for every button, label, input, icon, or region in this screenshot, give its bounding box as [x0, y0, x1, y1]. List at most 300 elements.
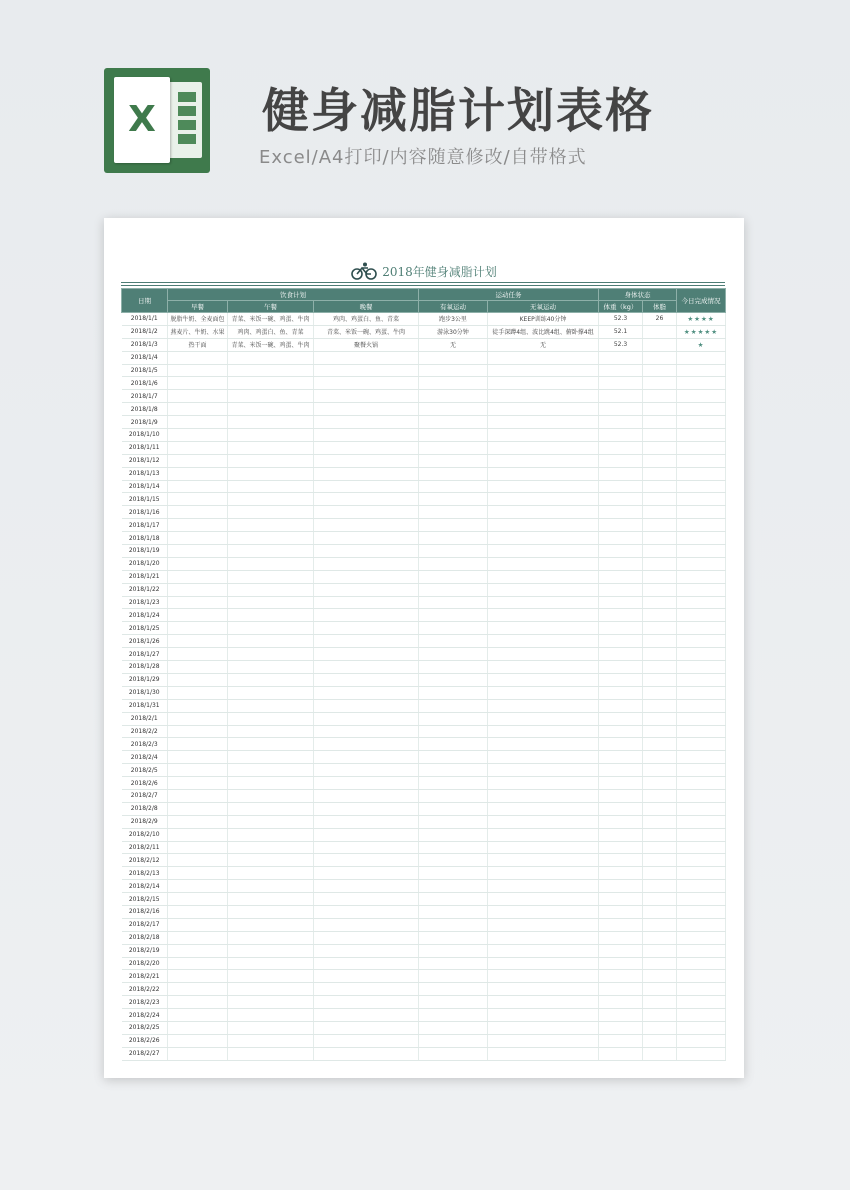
cell-body-fat[interactable]: [643, 828, 677, 841]
cell-anaerobic[interactable]: [488, 441, 599, 454]
cell-breakfast[interactable]: [168, 905, 228, 918]
cell-weight[interactable]: [599, 905, 643, 918]
cell-date[interactable]: 2018/2/27: [122, 1047, 168, 1060]
cell-lunch[interactable]: [228, 996, 314, 1009]
cell-weight[interactable]: [599, 480, 643, 493]
cell-date[interactable]: 2018/2/7: [122, 789, 168, 802]
cell-aerobic[interactable]: [419, 867, 488, 880]
cell-body-fat[interactable]: [643, 403, 677, 416]
cell-body-fat[interactable]: [643, 673, 677, 686]
cell-completion[interactable]: [677, 416, 726, 429]
cell-aerobic[interactable]: [419, 699, 488, 712]
cell-dinner[interactable]: [314, 828, 419, 841]
cell-body-fat[interactable]: [643, 596, 677, 609]
cell-anaerobic[interactable]: [488, 1047, 599, 1060]
cell-weight[interactable]: [599, 493, 643, 506]
cell-completion[interactable]: [677, 789, 726, 802]
cell-breakfast[interactable]: [168, 725, 228, 738]
cell-breakfast[interactable]: [168, 751, 228, 764]
cell-lunch[interactable]: [228, 351, 314, 364]
cell-dinner[interactable]: [314, 1047, 419, 1060]
cell-date[interactable]: 2018/2/1: [122, 712, 168, 725]
cell-dinner[interactable]: [314, 867, 419, 880]
cell-date[interactable]: 2018/2/9: [122, 815, 168, 828]
cell-weight[interactable]: [599, 777, 643, 790]
cell-dinner[interactable]: 鸡肉、鸡蛋白、鱼、青菜: [314, 313, 419, 326]
cell-lunch[interactable]: [228, 441, 314, 454]
cell-lunch[interactable]: 青菜、米饭一碗、鸡蛋、牛肉: [228, 313, 314, 326]
cell-body-fat[interactable]: [643, 519, 677, 532]
cell-completion[interactable]: [677, 893, 726, 906]
cell-breakfast[interactable]: [168, 467, 228, 480]
cell-date[interactable]: 2018/1/2: [122, 325, 168, 338]
cell-completion[interactable]: [677, 583, 726, 596]
cell-breakfast[interactable]: [168, 545, 228, 558]
cell-aerobic[interactable]: [419, 764, 488, 777]
cell-date[interactable]: 2018/2/8: [122, 802, 168, 815]
cell-breakfast[interactable]: [168, 583, 228, 596]
cell-weight[interactable]: [599, 467, 643, 480]
cell-completion[interactable]: [677, 828, 726, 841]
cell-body-fat[interactable]: [643, 867, 677, 880]
cell-lunch[interactable]: [228, 403, 314, 416]
cell-breakfast[interactable]: [168, 351, 228, 364]
cell-lunch[interactable]: [228, 493, 314, 506]
cell-weight[interactable]: [599, 441, 643, 454]
cell-breakfast[interactable]: [168, 390, 228, 403]
cell-breakfast[interactable]: [168, 403, 228, 416]
cell-lunch[interactable]: 鸡肉、鸡蛋白、鱼、青菜: [228, 325, 314, 338]
cell-lunch[interactable]: [228, 854, 314, 867]
cell-body-fat[interactable]: [643, 983, 677, 996]
cell-dinner[interactable]: [314, 622, 419, 635]
cell-body-fat[interactable]: [643, 841, 677, 854]
cell-lunch[interactable]: [228, 1021, 314, 1034]
cell-lunch[interactable]: 青菜、米饭一碗、鸡蛋、牛肉: [228, 338, 314, 351]
cell-completion[interactable]: [677, 622, 726, 635]
cell-completion[interactable]: [677, 777, 726, 790]
cell-lunch[interactable]: [228, 377, 314, 390]
cell-weight[interactable]: [599, 557, 643, 570]
cell-anaerobic[interactable]: [488, 996, 599, 1009]
cell-dinner[interactable]: [314, 1021, 419, 1034]
cell-body-fat[interactable]: [643, 635, 677, 648]
cell-lunch[interactable]: [228, 970, 314, 983]
cell-completion[interactable]: ★★★★: [677, 313, 726, 326]
cell-dinner[interactable]: [314, 351, 419, 364]
cell-anaerobic[interactable]: [488, 364, 599, 377]
cell-dinner[interactable]: [314, 944, 419, 957]
cell-body-fat[interactable]: [643, 390, 677, 403]
cell-anaerobic[interactable]: KEEP训练40分钟: [488, 313, 599, 326]
cell-weight[interactable]: [599, 583, 643, 596]
cell-body-fat[interactable]: [643, 777, 677, 790]
cell-dinner[interactable]: [314, 583, 419, 596]
cell-body-fat[interactable]: [643, 931, 677, 944]
cell-breakfast[interactable]: [168, 970, 228, 983]
cell-date[interactable]: 2018/2/22: [122, 983, 168, 996]
cell-completion[interactable]: [677, 944, 726, 957]
cell-lunch[interactable]: [228, 789, 314, 802]
cell-completion[interactable]: [677, 1034, 726, 1047]
cell-lunch[interactable]: [228, 557, 314, 570]
cell-date[interactable]: 2018/2/19: [122, 944, 168, 957]
cell-completion[interactable]: [677, 519, 726, 532]
cell-lunch[interactable]: [228, 661, 314, 674]
cell-completion[interactable]: [677, 970, 726, 983]
cell-anaerobic[interactable]: [488, 467, 599, 480]
cell-anaerobic[interactable]: [488, 802, 599, 815]
cell-weight[interactable]: [599, 725, 643, 738]
cell-date[interactable]: 2018/2/4: [122, 751, 168, 764]
cell-breakfast[interactable]: 脱脂牛奶、全麦面包: [168, 313, 228, 326]
cell-completion[interactable]: [677, 506, 726, 519]
cell-breakfast[interactable]: [168, 596, 228, 609]
cell-lunch[interactable]: [228, 712, 314, 725]
cell-breakfast[interactable]: [168, 661, 228, 674]
cell-completion[interactable]: [677, 673, 726, 686]
cell-body-fat[interactable]: [643, 377, 677, 390]
cell-weight[interactable]: 52.3: [599, 338, 643, 351]
cell-dinner[interactable]: [314, 893, 419, 906]
cell-anaerobic[interactable]: [488, 764, 599, 777]
cell-completion[interactable]: [677, 1047, 726, 1060]
cell-dinner[interactable]: [314, 751, 419, 764]
cell-body-fat[interactable]: [643, 712, 677, 725]
cell-breakfast[interactable]: [168, 931, 228, 944]
cell-aerobic[interactable]: [419, 622, 488, 635]
cell-aerobic[interactable]: [419, 1047, 488, 1060]
cell-dinner[interactable]: [314, 712, 419, 725]
cell-aerobic[interactable]: [419, 751, 488, 764]
cell-dinner[interactable]: [314, 725, 419, 738]
cell-breakfast[interactable]: [168, 1021, 228, 1034]
cell-completion[interactable]: [677, 815, 726, 828]
cell-date[interactable]: 2018/1/30: [122, 686, 168, 699]
cell-breakfast[interactable]: [168, 686, 228, 699]
cell-dinner[interactable]: [314, 673, 419, 686]
cell-anaerobic[interactable]: [488, 777, 599, 790]
cell-dinner[interactable]: [314, 403, 419, 416]
cell-date[interactable]: 2018/1/28: [122, 661, 168, 674]
cell-date[interactable]: 2018/1/21: [122, 570, 168, 583]
cell-aerobic[interactable]: 游泳30分钟: [419, 325, 488, 338]
cell-weight[interactable]: [599, 661, 643, 674]
cell-date[interactable]: 2018/1/4: [122, 351, 168, 364]
cell-body-fat[interactable]: [643, 1047, 677, 1060]
cell-breakfast[interactable]: [168, 841, 228, 854]
cell-body-fat[interactable]: [643, 699, 677, 712]
cell-aerobic[interactable]: [419, 931, 488, 944]
cell-lunch[interactable]: [228, 532, 314, 545]
cell-body-fat[interactable]: [643, 1034, 677, 1047]
cell-date[interactable]: 2018/2/17: [122, 918, 168, 931]
cell-completion[interactable]: [677, 983, 726, 996]
cell-dinner[interactable]: 青菜、米饭一碗、鸡蛋、牛肉: [314, 325, 419, 338]
cell-weight[interactable]: [599, 983, 643, 996]
cell-aerobic[interactable]: [419, 944, 488, 957]
cell-aerobic[interactable]: [419, 493, 488, 506]
cell-date[interactable]: 2018/2/20: [122, 957, 168, 970]
cell-weight[interactable]: [599, 390, 643, 403]
cell-lunch[interactable]: [228, 738, 314, 751]
cell-lunch[interactable]: [228, 802, 314, 815]
cell-breakfast[interactable]: [168, 854, 228, 867]
cell-body-fat[interactable]: [643, 493, 677, 506]
cell-lunch[interactable]: [228, 570, 314, 583]
cell-body-fat[interactable]: [643, 661, 677, 674]
cell-weight[interactable]: [599, 648, 643, 661]
cell-date[interactable]: 2018/1/16: [122, 506, 168, 519]
cell-breakfast[interactable]: [168, 622, 228, 635]
cell-dinner[interactable]: [314, 815, 419, 828]
cell-date[interactable]: 2018/2/5: [122, 764, 168, 777]
cell-dinner[interactable]: [314, 635, 419, 648]
cell-aerobic[interactable]: [419, 854, 488, 867]
cell-anaerobic[interactable]: [488, 673, 599, 686]
cell-aerobic[interactable]: [419, 583, 488, 596]
cell-anaerobic[interactable]: [488, 944, 599, 957]
cell-body-fat[interactable]: [643, 905, 677, 918]
cell-completion[interactable]: [677, 532, 726, 545]
cell-body-fat[interactable]: [643, 893, 677, 906]
cell-lunch[interactable]: [228, 635, 314, 648]
cell-body-fat[interactable]: [643, 583, 677, 596]
cell-body-fat[interactable]: [643, 454, 677, 467]
cell-completion[interactable]: [677, 441, 726, 454]
cell-body-fat[interactable]: [643, 441, 677, 454]
cell-anaerobic[interactable]: [488, 648, 599, 661]
cell-breakfast[interactable]: [168, 416, 228, 429]
cell-anaerobic[interactable]: [488, 351, 599, 364]
cell-weight[interactable]: [599, 532, 643, 545]
cell-anaerobic[interactable]: [488, 983, 599, 996]
cell-lunch[interactable]: [228, 467, 314, 480]
cell-date[interactable]: 2018/1/22: [122, 583, 168, 596]
cell-aerobic[interactable]: [419, 390, 488, 403]
cell-weight[interactable]: [599, 931, 643, 944]
cell-dinner[interactable]: [314, 957, 419, 970]
cell-date[interactable]: 2018/1/20: [122, 557, 168, 570]
cell-aerobic[interactable]: [419, 918, 488, 931]
cell-breakfast[interactable]: [168, 1009, 228, 1022]
cell-aerobic[interactable]: [419, 661, 488, 674]
cell-completion[interactable]: [677, 454, 726, 467]
cell-lunch[interactable]: [228, 828, 314, 841]
cell-breakfast[interactable]: [168, 764, 228, 777]
cell-anaerobic[interactable]: [488, 622, 599, 635]
cell-date[interactable]: 2018/1/18: [122, 532, 168, 545]
cell-dinner[interactable]: [314, 570, 419, 583]
cell-breakfast[interactable]: [168, 635, 228, 648]
cell-aerobic[interactable]: [419, 429, 488, 442]
cell-date[interactable]: 2018/1/25: [122, 622, 168, 635]
cell-lunch[interactable]: [228, 519, 314, 532]
cell-aerobic[interactable]: [419, 880, 488, 893]
cell-lunch[interactable]: [228, 1047, 314, 1060]
cell-date[interactable]: 2018/1/17: [122, 519, 168, 532]
cell-anaerobic[interactable]: [488, 609, 599, 622]
cell-date[interactable]: 2018/1/12: [122, 454, 168, 467]
cell-aerobic[interactable]: [419, 777, 488, 790]
cell-body-fat[interactable]: [643, 351, 677, 364]
cell-weight[interactable]: [599, 596, 643, 609]
cell-date[interactable]: 2018/1/10: [122, 429, 168, 442]
cell-date[interactable]: 2018/1/14: [122, 480, 168, 493]
cell-completion[interactable]: [677, 738, 726, 751]
cell-weight[interactable]: [599, 416, 643, 429]
cell-completion[interactable]: [677, 429, 726, 442]
cell-lunch[interactable]: [228, 867, 314, 880]
cell-anaerobic[interactable]: [488, 454, 599, 467]
cell-aerobic[interactable]: [419, 648, 488, 661]
cell-anaerobic[interactable]: [488, 493, 599, 506]
cell-body-fat[interactable]: [643, 364, 677, 377]
cell-body-fat[interactable]: [643, 648, 677, 661]
cell-breakfast[interactable]: [168, 918, 228, 931]
cell-lunch[interactable]: [228, 583, 314, 596]
cell-date[interactable]: 2018/2/11: [122, 841, 168, 854]
cell-weight[interactable]: [599, 686, 643, 699]
cell-completion[interactable]: [677, 557, 726, 570]
cell-breakfast[interactable]: 热干面: [168, 338, 228, 351]
cell-anaerobic[interactable]: [488, 635, 599, 648]
cell-date[interactable]: 2018/2/2: [122, 725, 168, 738]
cell-breakfast[interactable]: [168, 789, 228, 802]
cell-lunch[interactable]: [228, 931, 314, 944]
cell-dinner[interactable]: [314, 454, 419, 467]
cell-date[interactable]: 2018/1/27: [122, 648, 168, 661]
cell-aerobic[interactable]: 跑步3公里: [419, 313, 488, 326]
cell-weight[interactable]: [599, 802, 643, 815]
cell-weight[interactable]: 52.3: [599, 313, 643, 326]
cell-weight[interactable]: [599, 635, 643, 648]
cell-anaerobic[interactable]: [488, 545, 599, 558]
cell-dinner[interactable]: [314, 441, 419, 454]
cell-lunch[interactable]: [228, 893, 314, 906]
cell-completion[interactable]: ★: [677, 338, 726, 351]
cell-body-fat[interactable]: [643, 467, 677, 480]
cell-breakfast[interactable]: [168, 893, 228, 906]
cell-anaerobic[interactable]: [488, 880, 599, 893]
cell-anaerobic[interactable]: [488, 789, 599, 802]
cell-lunch[interactable]: [228, 957, 314, 970]
cell-lunch[interactable]: [228, 364, 314, 377]
cell-lunch[interactable]: [228, 1009, 314, 1022]
cell-dinner[interactable]: [314, 609, 419, 622]
cell-breakfast[interactable]: [168, 802, 228, 815]
cell-body-fat[interactable]: [643, 429, 677, 442]
cell-anaerobic[interactable]: [488, 506, 599, 519]
cell-anaerobic[interactable]: [488, 416, 599, 429]
cell-weight[interactable]: [599, 545, 643, 558]
cell-anaerobic[interactable]: [488, 429, 599, 442]
cell-lunch[interactable]: [228, 390, 314, 403]
cell-completion[interactable]: [677, 635, 726, 648]
cell-breakfast[interactable]: [168, 944, 228, 957]
cell-weight[interactable]: [599, 506, 643, 519]
cell-weight[interactable]: [599, 854, 643, 867]
cell-breakfast[interactable]: [168, 983, 228, 996]
cell-date[interactable]: 2018/1/13: [122, 467, 168, 480]
cell-anaerobic[interactable]: [488, 403, 599, 416]
cell-weight[interactable]: [599, 699, 643, 712]
cell-body-fat[interactable]: [643, 416, 677, 429]
cell-anaerobic[interactable]: [488, 570, 599, 583]
cell-date[interactable]: 2018/2/14: [122, 880, 168, 893]
cell-dinner[interactable]: [314, 596, 419, 609]
cell-date[interactable]: 2018/2/13: [122, 867, 168, 880]
cell-breakfast[interactable]: [168, 609, 228, 622]
cell-dinner[interactable]: [314, 390, 419, 403]
cell-aerobic[interactable]: [419, 905, 488, 918]
cell-lunch[interactable]: [228, 1034, 314, 1047]
cell-completion[interactable]: [677, 403, 726, 416]
cell-breakfast[interactable]: [168, 957, 228, 970]
cell-completion[interactable]: [677, 867, 726, 880]
cell-body-fat[interactable]: [643, 338, 677, 351]
cell-date[interactable]: 2018/1/23: [122, 596, 168, 609]
cell-dinner[interactable]: [314, 364, 419, 377]
cell-date[interactable]: 2018/1/6: [122, 377, 168, 390]
cell-breakfast[interactable]: [168, 557, 228, 570]
cell-body-fat[interactable]: [643, 764, 677, 777]
cell-lunch[interactable]: [228, 880, 314, 893]
cell-completion[interactable]: [677, 764, 726, 777]
cell-weight[interactable]: [599, 570, 643, 583]
cell-date[interactable]: 2018/2/16: [122, 905, 168, 918]
cell-dinner[interactable]: [314, 918, 419, 931]
cell-weight[interactable]: [599, 996, 643, 1009]
cell-date[interactable]: 2018/1/3: [122, 338, 168, 351]
cell-date[interactable]: 2018/1/24: [122, 609, 168, 622]
cell-body-fat[interactable]: [643, 1009, 677, 1022]
cell-body-fat[interactable]: [643, 880, 677, 893]
cell-body-fat[interactable]: [643, 789, 677, 802]
cell-body-fat[interactable]: [643, 557, 677, 570]
cell-aerobic[interactable]: [419, 351, 488, 364]
cell-body-fat[interactable]: [643, 854, 677, 867]
cell-date[interactable]: 2018/2/23: [122, 996, 168, 1009]
cell-anaerobic[interactable]: 徒手深蹲4组、波比跳4组、俯卧撑4组: [488, 325, 599, 338]
cell-weight[interactable]: [599, 789, 643, 802]
cell-anaerobic[interactable]: [488, 390, 599, 403]
cell-anaerobic[interactable]: [488, 699, 599, 712]
cell-date[interactable]: 2018/1/31: [122, 699, 168, 712]
cell-body-fat[interactable]: [643, 970, 677, 983]
cell-lunch[interactable]: [228, 416, 314, 429]
cell-anaerobic[interactable]: [488, 828, 599, 841]
cell-completion[interactable]: [677, 609, 726, 622]
cell-completion[interactable]: [677, 545, 726, 558]
cell-weight[interactable]: [599, 751, 643, 764]
cell-lunch[interactable]: [228, 454, 314, 467]
cell-lunch[interactable]: [228, 815, 314, 828]
cell-lunch[interactable]: [228, 918, 314, 931]
cell-anaerobic[interactable]: [488, 918, 599, 931]
cell-lunch[interactable]: [228, 725, 314, 738]
cell-lunch[interactable]: [228, 699, 314, 712]
cell-aerobic[interactable]: [419, 519, 488, 532]
cell-body-fat[interactable]: [643, 686, 677, 699]
cell-date[interactable]: 2018/1/29: [122, 673, 168, 686]
cell-date[interactable]: 2018/1/7: [122, 390, 168, 403]
cell-breakfast[interactable]: [168, 673, 228, 686]
cell-aerobic[interactable]: [419, 815, 488, 828]
cell-aerobic[interactable]: [419, 686, 488, 699]
cell-date[interactable]: 2018/2/12: [122, 854, 168, 867]
cell-lunch[interactable]: [228, 686, 314, 699]
